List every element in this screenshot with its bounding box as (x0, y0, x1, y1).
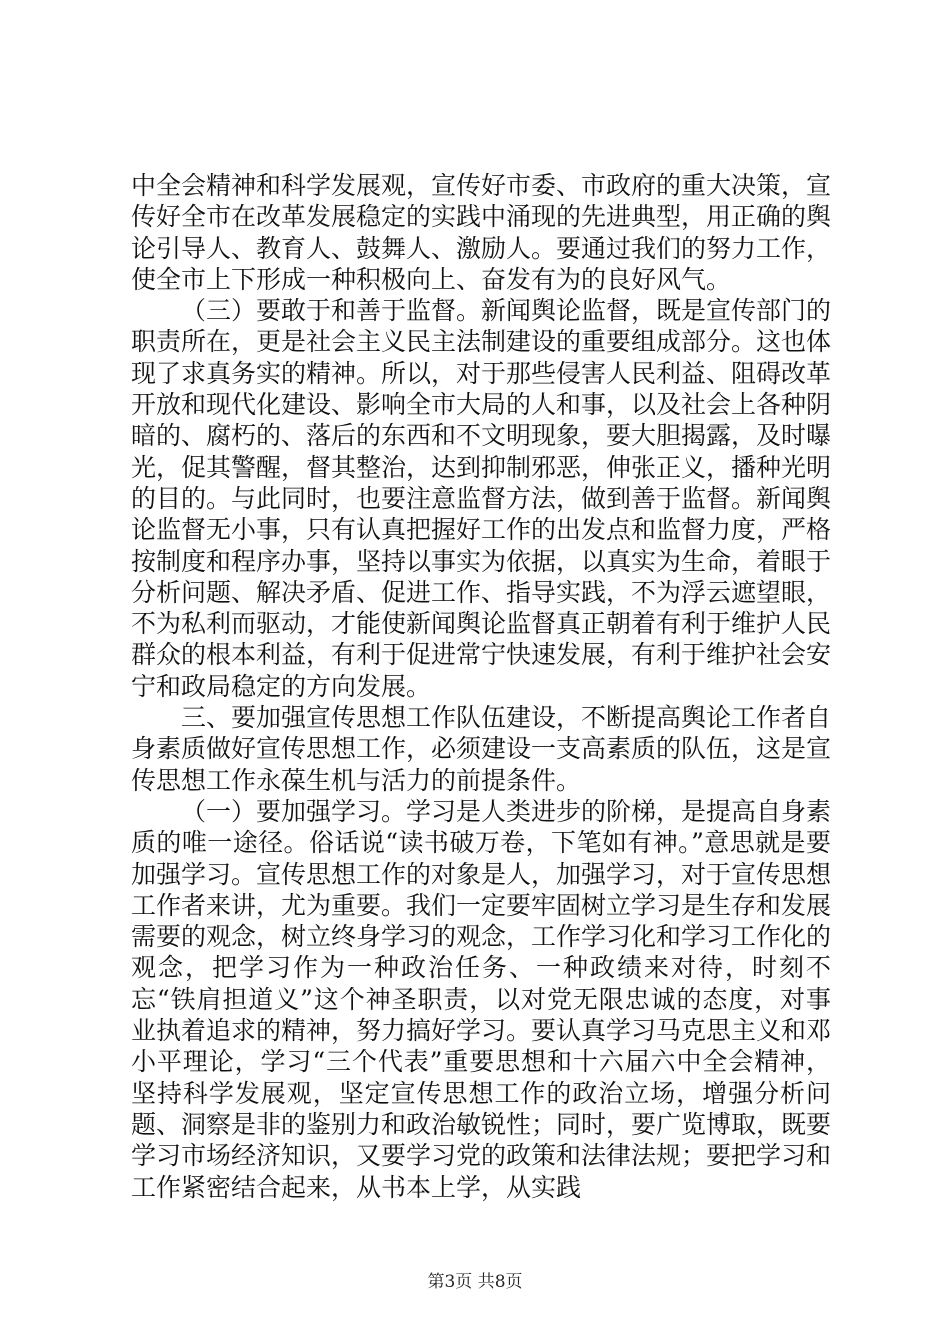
paragraph-continuation: 中全会精神和科学发展观，宣传好市委、市政府的重大决策，宣传好全市在改革发展稳定的实践中涌现的先进典型，用正确的舆论引导人、教育人、鼓舞人、激励人。要通过我们的努力工作，使全市上下形成一种积极向上、奋发有为的良好风气。 (131, 171, 832, 294)
document-body (131, 170, 831, 1203)
paragraph-supervision: （三）要敢于和善于监督。新闻舆论监督，既是宣传部门的职责所在，更是社会主义民主法制建设的重要组成部分。这也体现了求真务实的精神。所以，对于那些侵害人民利益、阻碍改革开放和现代化建设、影响全市大局的人和事，以及社会上各种阴暗的、腐朽的、落后的东西和不文明现象，要大胆揭露，及时曝光，促其警醒，督其整治，达到抑制邪恶，伸张正义，播种光明的目的。与此同时，也要注意监督方法，做到善于监督。新闻舆论监督无小事，只有认真把握好工作的出发点和监督力度，严格按制度和程序办事，坚持以事实为依据，以真实为生命，着眼于分析问题、解决矛盾、促进工作、指导实践，不为浮云遮望眼，不为私利而驱动，才能使新闻舆论监督真正朝着有利于维护人民群众的根本利益，有利于促进常宁快速发展，有利于维护社会安宁和政局稳定的方向发展。 (131, 296, 832, 701)
paragraph-learning: （一）要加强学习。学习是人类进步的阶梯，是提高自身素质的唯一途径。俗话说“读书破万卷，下笔如有神。”意思就是要加强学习。宣传思想工作的对象是人，加强学习，对于宣传思想工作者来讲，尤为重要。我们一定要牢固树立学习是生存和发展需要的观念，树立终身学习的观念，工作学习化和学习工作化的观念，把学习作为一种政治任务、一种政绩来对待，时刻不忘“铁肩担道义”这个神圣职责，以对党无限忠诚的态度，对事业执着追求的精神，努力搞好学习。要认真学习马克思主义和邓小平理论，学习“三个代表”重要思想和十六届六中全会精神，坚持科学发展观，坚定宣传思想工作的政治立场，增强分析问题、洞察是非的鉴别力和政治敏锐性；同时，要广览博取，既要学习市场经济知识，又要学习党的政策和法律法规；要把学习和工作紧密结合起来，从书本上学，从实践 (131, 796, 832, 1202)
page-number-footer: 第3页 共8页 (427, 1272, 523, 1292)
paragraph-team-building: 三、要加强宣传思想工作队伍建设，不断提高舆论工作者自身素质做好宣传思想工作，必须建设一支高素质的队伍，这是宣传思想工作永葆生机与活力的前提条件。 (131, 703, 832, 795)
